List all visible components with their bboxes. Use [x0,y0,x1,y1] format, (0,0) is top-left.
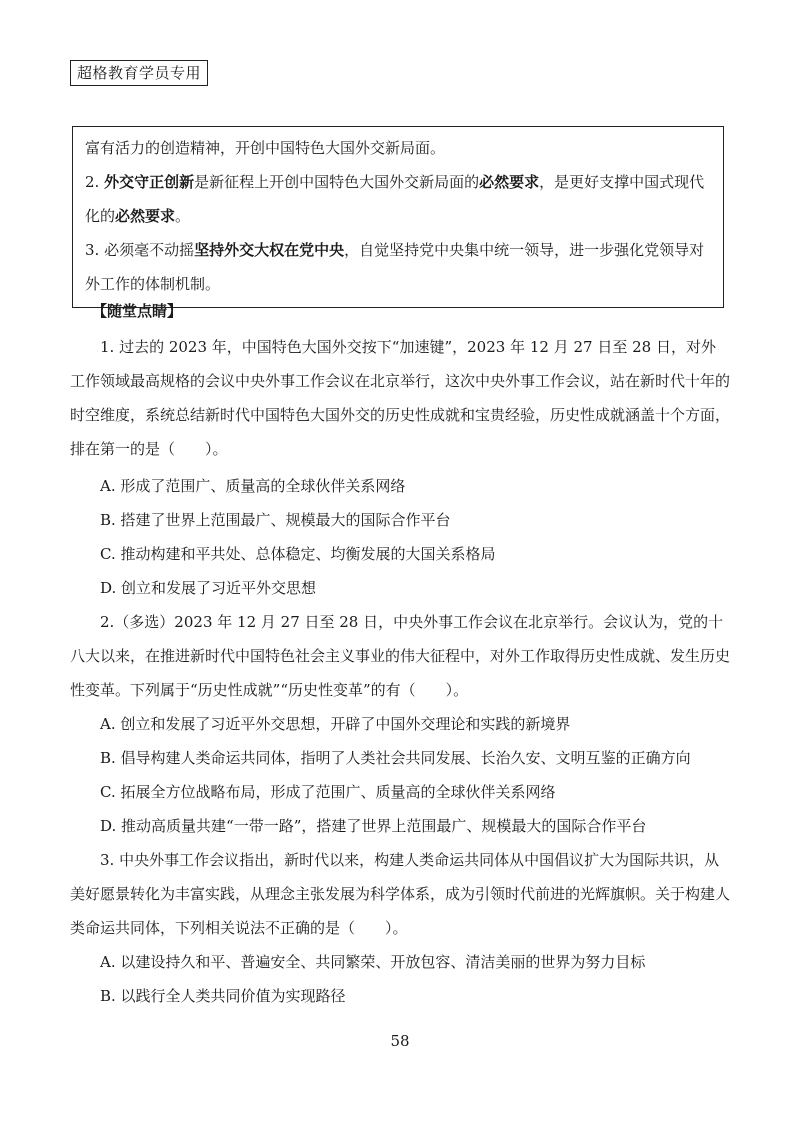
option-d: D. 推动高质量共建“一带一路”，搭建了世界上范围最广、规模最大的国际合作平台 [100,817,647,835]
option-b: B. 搭建了世界上范围最广、规模最大的国际合作平台 [100,511,451,529]
question-2 [70,605,730,843]
questions [70,330,730,1013]
option-b: B. 倡导构建人类命运共同体，指明了人类社会共同发展、长治久安、文明互鉴的正确方向 [100,749,691,767]
option-a: A. 创立和发展了习近平外交思想，开辟了中国外交理论和实践的新境界 [100,715,571,733]
page-number: 58 [390,1032,410,1050]
header-tag: 超格教育学员专用 [70,60,208,86]
option-a: A. 以建设持久和平、普遍安全、共同繁荣、开放包容、清洁美丽的世界为努力目标 [100,953,646,971]
section-title: 【随堂点睛】 [92,302,183,320]
box-item-2: 2. 外交守正创新是新征程上开创中国特色大国外交新局面的必然要求，是更好支撑中国式现代化的必然要求。 [85,173,705,225]
question-stem: 3. 中央外事工作会议指出，新时代以来，构建人类命运共同体从中国倡议扩大为国际共识，从美好愿景转化为丰富实践，从理念主张发展为科学体系，成为引领时代前进的光辉旗帜。关于构建人类命运共同体，下列相关说法不正确的是（ ）。 [70,851,731,937]
summary-box [72,126,724,308]
box-line-1: 富有活力的创造精神，开创中国特色大国外交新局面。 [85,139,446,157]
question-3 [70,843,730,1013]
question-1 [70,330,730,605]
option-c: C. 推动构建和平共处、总体稳定、均衡发展的大国关系格局 [100,545,496,563]
option-a: A. 形成了范围广、质量高的全球伙伴关系网络 [100,477,406,495]
option-c: C. 拓展全方位战略布局，形成了范围广、质量高的全球伙伴关系网络 [100,783,556,801]
question-stem: 1. 过去的 2023 年，中国特色大国外交按下“加速键”，2023 年 12 月 27 日至 28 日，对外工作领域最高规格的会议中央外事工作会议在北京举行，这次中央外事工作会议，站在新时代十年的时空维度，系统总结新时代中国特色大国外交的历史性成就和宝贵经验，历史性成就涵盖十个方面，排在第一的是（ ）。 [70,338,731,458]
option-b: B. 以践行全人类共同价值为实现路径 [100,987,346,1005]
question-stem: 2.（多选）2023 年 12 月 27 日至 28 日，中央外事工作会议在北京举行。会议认为，党的十八大以来，在推进新时代中国特色社会主义事业的伟大征程中，对外工作取得历史性成就、发生历史性变革。下列属于“历史性成就”“历史性变革”的有（ ）。 [70,613,731,699]
box-item-3: 3. 必须毫不动摇坚持外交大权在党中央，自觉坚持党中央集中统一领导，进一步强化党领导对外工作的体制机制。 [85,241,705,293]
option-d: D. 创立和发展了习近平外交思想 [100,579,317,597]
